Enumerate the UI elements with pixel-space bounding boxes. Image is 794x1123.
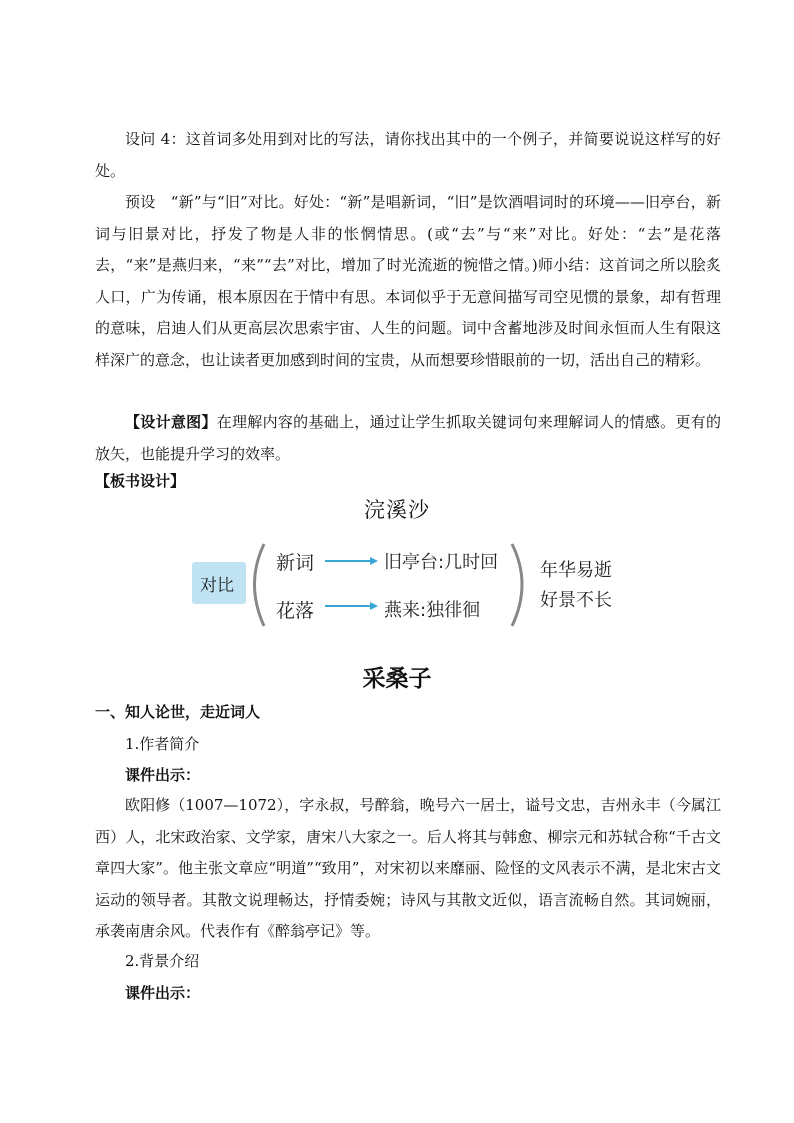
row1-right: 旧亭台:几时回: [384, 552, 499, 573]
design-intent-label: 【设计意图】: [125, 413, 217, 431]
courseware-show-1: 课件出示：: [125, 766, 201, 784]
row2-right: 燕来:独徘徊: [384, 600, 481, 621]
summary-1: 年华易逝: [540, 560, 612, 581]
item-1-label: 1.作者简介: [125, 735, 200, 753]
row2-left: 花落: [276, 600, 315, 622]
answer-paragraph: 预设 “新”与“旧”对比。好处：“新”是唱新词，“旧”是饮酒唱词时的环境——旧亭台，新词与旧景对比，抒发了物是人非的怅惘情思。(或“去”与“来”对比。好处：“去”是花落去，“来”是燕归来，“来”“去”对比，增加了时光流逝的惋惜之情。)师小结：这首词之所以脍炙人口，广为传诵，根本原因在于情中有思。本词似乎于无意间描写司空见惯的景象，却有哲理的意味，启迪人们从更高层次思索宇宙、人生的问题。词中含蓄地涉及时间永恒而人生有限这样深广的意念，也让读者更加感到时间的宝贵，从而想要珍惜眼前的一切，活出自己的精彩。: [95, 193, 721, 369]
design-intent-text: 在理解内容的基础上，通过让学生抓取关键词句来理解词人的情感。更有的放矢，也能提升学习的效率。: [95, 413, 721, 463]
arrow-2-head: [370, 602, 378, 610]
item-2-label: 2.背景介绍: [125, 952, 200, 970]
board-diagram: [190, 536, 630, 636]
section-heading-1: 一、知人论世，走近词人: [95, 703, 261, 721]
contrast-label: 对比: [200, 576, 234, 596]
author-intro-paragraph: 欧阳修（1007—1072），字永叔，号醉翁，晚号六一居士，谥号文忠，吉州永丰（今属江西）人，北宋政治家、文学家，唐宋八大家之一。后人将其与韩愈、柳宗元和苏轼合称“千古文章四大家”。他主张文章应“明道”“致用”，对宋初以来靡丽、险怪的文风表示不满，是北宋古文运动的领导者。其散文说理畅达，抒情委婉；诗风与其散文近似，语言流畅自然。其词婉丽，承袭南唐余风。代表作有《醉翁亭记》等。: [95, 796, 721, 940]
left-brace: [255, 544, 265, 626]
courseware-show-2: 课件出示：: [125, 984, 201, 1002]
row1-left: 新词: [276, 552, 315, 574]
right-brace: [512, 544, 522, 626]
summary-2: 好景不长: [540, 590, 612, 611]
question-4-paragraph: 设问 4：这首词多处用到对比的写法，请你找出其中的一个例子，并简要说说这样写的好处。: [95, 130, 721, 180]
arrow-1-head: [370, 557, 378, 565]
board-design-label: 【板书设计】: [95, 472, 186, 490]
design-intent-paragraph: [95, 407, 721, 470]
board-title: 浣溪沙: [364, 498, 430, 522]
section-title: 采桑子: [362, 666, 432, 692]
